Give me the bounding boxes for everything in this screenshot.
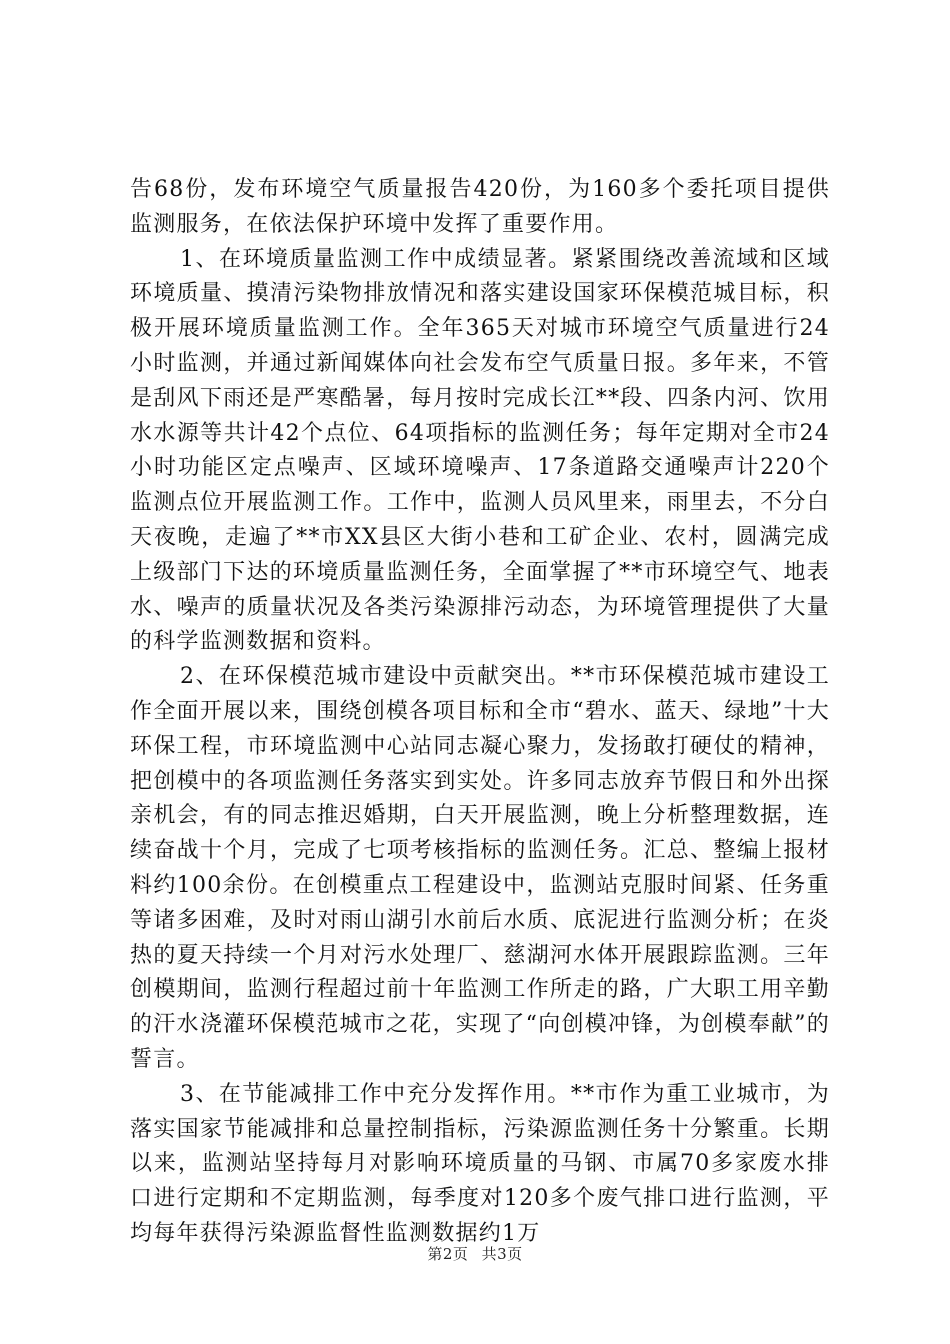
page-total: 共3页 <box>481 1245 523 1263</box>
page-footer <box>0 1244 950 1264</box>
page-number: 第2页 <box>427 1245 469 1263</box>
paragraph-model-city-construction: 2、在环保模范城市建设中贡献突出。**市环保模范城市建设工作全面开展以来，围绕创模各项目标和全市“碧水、蓝天、绿地”十大环保工程，市环境监测中心站同志凝心聚力，发扬敢打硬仗的精神，把创模中的各项监测任务落实到实处。许多同志放弃节假日和外出探亲机会，有的同志推迟婚期，白天开展监测，晚上分析整理数据，连续奋战十个月，完成了七项考核指标的监测任务。汇总、整编上报材料约100余份。在创模重点工程建设中，监测站克服时间紧、任务重等诸多困难，及时对雨山湖引水前后水质、底泥进行监测分析；在炎热的夏天持续一个月对污水处理厂、慈湖河水体开展跟踪监测。三年创模期间，监测行程超过前十年监测工作所走的路，广大职工用辛勤的汗水浇灌环保模范城市之花，实现了“向创模冲锋，为创模奉献”的誓言。 <box>130 664 830 1072</box>
paragraph-continuation: 告68份，发布环境空气质量报告420份，为160多个委托项目提供监测服务，在依法保护环境中发挥了重要作用。 <box>130 177 830 237</box>
document-body <box>130 173 830 1252</box>
paragraph-environment-quality-monitoring: 1、在环境质量监测工作中成绩显著。紧紧围绕改善流域和区域环境质量、摸清污染物排放情况和落实建设国家环保模范城目标，积极开展环境质量监测工作。全年365天对城市环境空气质量进行24小时监测，并通过新闻媒体向社会发布空气质量日报。多年来，不管是刮风下雨还是严寒酷暑，每月按时完成长江**段、四条内河、饮用水水源等共计42个点位、64项指标的监测任务；每年定期对全市24小时功能区定点噪声、区域环境噪声、17条道路交通噪声计220个监测点位开展监测工作。工作中，监测人员风里来，雨里去，不分白天夜晚，走遍了**市XX县区大街小巷和工矿企业、农村，圆满完成上级部门下达的环境质量监测任务，全面掌握了**市环境空气、地表水、噪声的质量状况及各类污染源排污动态，为环境管理提供了大量的科学监测数据和资料。 <box>130 246 830 655</box>
paragraph-energy-saving-emission-reduction: 3、在节能减排工作中充分发挥作用。**市作为重工业城市，为落实国家节能减排和总量控制指标，污染源监测任务十分繁重。长期以来，监测站坚持每月对影响环境质量的马钢、市属70多家废水排口进行定期和不定期监测，每季度对120多个废气排口进行监测，平均每年获得污染源监督性监测数据约1万 <box>130 1081 830 1246</box>
